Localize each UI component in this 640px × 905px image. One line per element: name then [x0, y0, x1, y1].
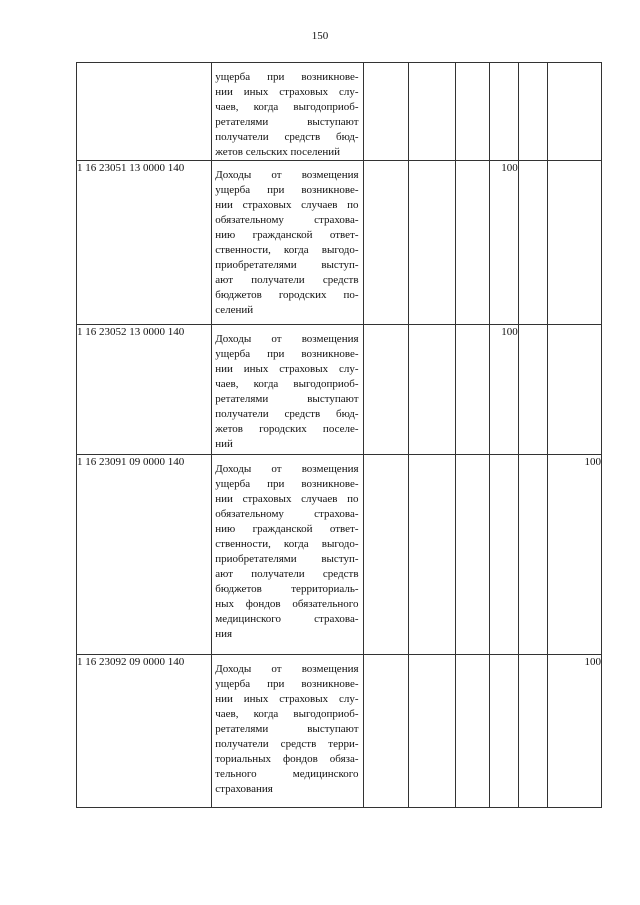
percent-cell-5	[518, 325, 547, 455]
percent-cell-5	[518, 161, 547, 325]
percent-cell-4: 100	[489, 161, 518, 325]
percent-cell-6: 100	[547, 655, 601, 808]
percent-cell-1	[363, 655, 408, 808]
percent-cell-6	[547, 63, 601, 161]
revenue-code-cell: 1 16 23092 09 0000 140	[77, 655, 212, 808]
table-row	[77, 325, 602, 455]
percent-cell-5	[518, 655, 547, 808]
percent-cell-3	[455, 63, 489, 161]
percent-cell-3	[455, 325, 489, 455]
revenue-description-cell: Доходы от возмещения ущерба при возникнове- нии иных страховых слу- чаев, когда выгодоприоб- ретателями выступают получатели средств терри- ториальных фондов обяза- тельного медицинского страхования	[212, 655, 363, 808]
percent-cell-2	[408, 161, 455, 325]
percent-cell-3	[455, 161, 489, 325]
percent-cell-6	[547, 325, 601, 455]
revenue-code-cell: 1 16 23091 09 0000 140	[77, 455, 212, 655]
percent-cell-3	[455, 455, 489, 655]
revenue-description-cell: Доходы от возмещения ущерба при возникнове- нии страховых случаев по обязательному страхова- нию гражданской ответ- ственности, когда выгодо- приобретателями выступ- ают получатели средств бюджетов территориаль- ных фондов обязательного медицинского страхова- ния	[212, 455, 363, 655]
percent-cell-4	[489, 455, 518, 655]
percent-cell-2	[408, 325, 455, 455]
percent-cell-1	[363, 455, 408, 655]
revenue-description-cell: Доходы от возмещения ущерба при возникнове- нии иных страховых слу- чаев, когда выгодоприоб- ретателями выступают получатели средств бюд- жетов городских поселе- ний	[212, 325, 363, 455]
revenue-description-cell: ущерба при возникнове- нии иных страховых слу- чаев, когда выгодоприоб- ретателями выступают получатели средств бюд- жетов сельских поселений	[212, 63, 363, 161]
revenue-code-cell: 1 16 23051 13 0000 140	[77, 161, 212, 325]
table-row	[77, 161, 602, 325]
percent-cell-2	[408, 63, 455, 161]
table-row	[77, 455, 602, 655]
revenue-code-cell	[77, 63, 212, 161]
percent-cell-5	[518, 455, 547, 655]
percent-cell-1	[363, 161, 408, 325]
revenue-code-cell: 1 16 23052 13 0000 140	[77, 325, 212, 455]
percent-cell-4	[489, 63, 518, 161]
percent-cell-6: 100	[547, 455, 601, 655]
percent-cell-5	[518, 63, 547, 161]
table-row	[77, 655, 602, 808]
revenue-codes-table	[76, 62, 602, 808]
percent-cell-6	[547, 161, 601, 325]
percent-cell-2	[408, 655, 455, 808]
table-row	[77, 63, 602, 161]
percent-cell-1	[363, 63, 408, 161]
percent-cell-4: 100	[489, 325, 518, 455]
percent-cell-2	[408, 455, 455, 655]
revenue-description-cell: Доходы от возмещения ущерба при возникнове- нии страховых случаев по обязательному страхова- нию гражданской ответ- ственности, когда выгодо- приобретателями выступ- ают получатели средств бюджетов городских по- селений	[212, 161, 363, 325]
page-number: 150	[311, 30, 329, 42]
percent-cell-1	[363, 325, 408, 455]
percent-cell-4	[489, 655, 518, 808]
percent-cell-3	[455, 655, 489, 808]
